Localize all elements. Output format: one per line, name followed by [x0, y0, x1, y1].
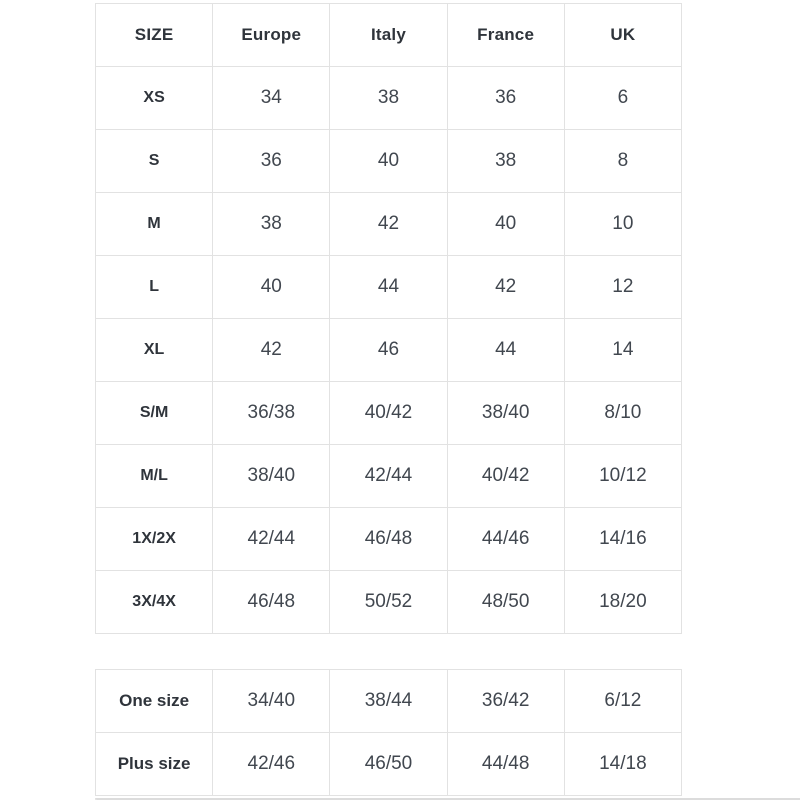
row-label-xl: XL [96, 319, 213, 382]
cell-l-europe: 40 [213, 256, 330, 319]
size-conversion-page [0, 3, 800, 800]
row-label-l: L [96, 256, 213, 319]
row-label-m: M [96, 193, 213, 256]
cell-s-france: 38 [447, 130, 564, 193]
cell-m-europe: 38 [213, 193, 330, 256]
table-row-sm [96, 382, 682, 445]
cell-3x4x-europe: 46/48 [213, 571, 330, 634]
row-label-3x4x: 3X/4X [96, 571, 213, 634]
cell-one-size-italy: 38/44 [330, 670, 447, 733]
table-row-s [96, 130, 682, 193]
cell-plus-size-france: 44/48 [447, 733, 564, 796]
column-header-size: SIZE [96, 4, 213, 67]
cell-s-italy: 40 [330, 130, 447, 193]
cell-3x4x-france: 48/50 [447, 571, 564, 634]
cell-xs-uk: 6 [564, 67, 681, 130]
column-header-italy: Italy [330, 4, 447, 67]
cell-ml-france: 40/42 [447, 445, 564, 508]
table-row-1x2x [96, 508, 682, 571]
cell-xs-france: 36 [447, 67, 564, 130]
table-row-l [96, 256, 682, 319]
row-label-plus-size: Plus size [96, 733, 213, 796]
table-row-3x4x [96, 571, 682, 634]
cell-1x2x-italy: 46/48 [330, 508, 447, 571]
size-conversion-table [95, 3, 682, 634]
cell-xs-italy: 38 [330, 67, 447, 130]
cell-1x2x-france: 44/46 [447, 508, 564, 571]
cell-1x2x-uk: 14/16 [564, 508, 681, 571]
table-row-xs [96, 67, 682, 130]
cell-m-uk: 10 [564, 193, 681, 256]
cell-ml-uk: 10/12 [564, 445, 681, 508]
cell-one-size-france: 36/42 [447, 670, 564, 733]
cell-s-uk: 8 [564, 130, 681, 193]
table-row-m [96, 193, 682, 256]
cell-l-uk: 12 [564, 256, 681, 319]
column-header-uk: UK [564, 4, 681, 67]
header-row [96, 4, 682, 67]
row-label-s: S [96, 130, 213, 193]
cell-one-size-uk: 6/12 [564, 670, 681, 733]
column-header-france: France [447, 4, 564, 67]
table-row-xl [96, 319, 682, 382]
table-row-one-size [96, 670, 682, 733]
row-label-xs: XS [96, 67, 213, 130]
row-label-sm: S/M [96, 382, 213, 445]
cell-xl-italy: 46 [330, 319, 447, 382]
cell-s-europe: 36 [213, 130, 330, 193]
table-row-plus-size [96, 733, 682, 796]
cell-plus-size-europe: 42/46 [213, 733, 330, 796]
cell-ml-europe: 38/40 [213, 445, 330, 508]
cell-xl-france: 44 [447, 319, 564, 382]
cell-xl-europe: 42 [213, 319, 330, 382]
cell-ml-italy: 42/44 [330, 445, 447, 508]
cell-l-italy: 44 [330, 256, 447, 319]
cell-plus-size-italy: 46/50 [330, 733, 447, 796]
cell-sm-italy: 40/42 [330, 382, 447, 445]
row-label-1x2x: 1X/2X [96, 508, 213, 571]
row-label-one-size: One size [96, 670, 213, 733]
table-row-ml [96, 445, 682, 508]
cell-m-france: 40 [447, 193, 564, 256]
cell-sm-uk: 8/10 [564, 382, 681, 445]
row-label-ml: M/L [96, 445, 213, 508]
cell-plus-size-uk: 14/18 [564, 733, 681, 796]
cell-one-size-europe: 34/40 [213, 670, 330, 733]
cell-1x2x-europe: 42/44 [213, 508, 330, 571]
column-header-europe: Europe [213, 4, 330, 67]
cell-3x4x-italy: 50/52 [330, 571, 447, 634]
cell-xl-uk: 14 [564, 319, 681, 382]
cell-m-italy: 42 [330, 193, 447, 256]
cell-sm-europe: 36/38 [213, 382, 330, 445]
cell-3x4x-uk: 18/20 [564, 571, 681, 634]
special-sizes-table [95, 669, 682, 796]
cell-xs-europe: 34 [213, 67, 330, 130]
cell-sm-france: 38/40 [447, 382, 564, 445]
cell-l-france: 42 [447, 256, 564, 319]
